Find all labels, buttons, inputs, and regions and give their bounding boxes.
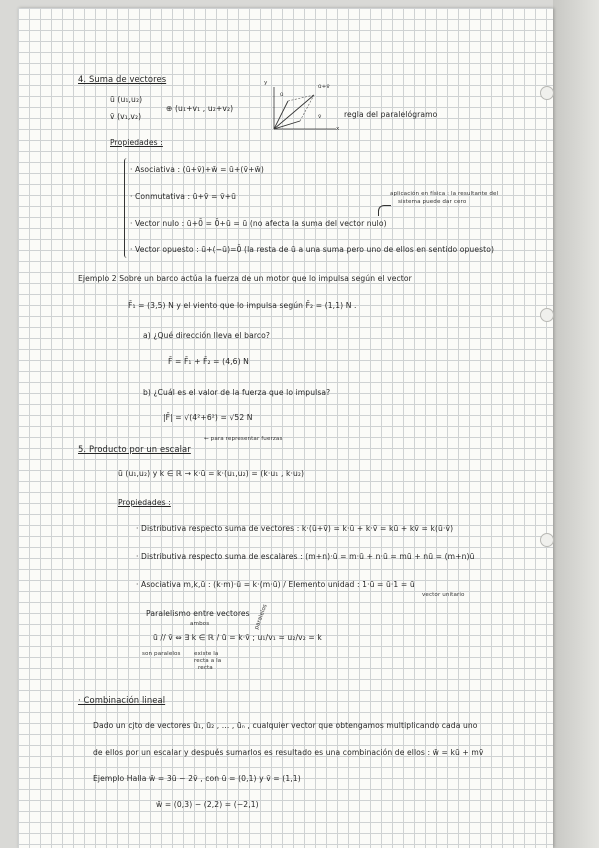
example-2-answer-b: |F̄| = √(4²+6²) = √52 N [163,413,253,422]
section-4-title: 4. Suma de vectores [78,74,167,84]
section-5-properties-title: Propiedades : [118,498,171,507]
parallelism-sub-2: existe la [194,651,219,657]
note-arrow [378,205,391,216]
diagram-x-axis-label: x [336,126,340,132]
example-2-forces: F̄₁ = (3,5) N y el viento que lo impulsa según F̄₂ = (1,1) N . [128,301,357,310]
property-associative-unit: · Asociativa m,k,ū : (k·m)·ū = k·(m·ū) / Elemento unidad : 1·ū = ū·1 = ū [136,580,415,589]
property-null-vector: · Vector nulo : ū+0̄ = 0̄+ū = ū (no afecta la suma del vector nulo) [130,219,387,228]
physics-note-line2: sistema puede dar cero [398,199,467,205]
properties-title: Propiedades : [110,138,163,147]
linear-combination-line1: Dado un cjto de vectores ū₁, ū₂ , ... , ūₙ , cualquier vector que obtengamos multiplicando cada uno [93,721,478,730]
parallelism-note-paralelos: paralelos [253,603,269,631]
section-5-title: 5. Producto por un escalar [78,444,191,454]
parallelism-title: Paralelismo entre vectores [146,609,250,618]
binder-hole [540,308,554,322]
diagram-y-axis-label: y [264,80,268,86]
vector-u: ū (u₁,u₂) [110,95,143,104]
linear-combination-example: Ejemplo Halla w̄ = 3ū − 2v̄ , con ū = (0,1) y v̄ = (1,1) [93,774,301,783]
linear-combination-title: · Combinación lineal [78,695,166,705]
parallelism-sub-1: son paralelos [142,651,181,657]
example-2-question-a: a) ¿Qué dirección lleva el barco? [143,331,271,340]
vector-v: v̄ (v₁,v₂) [110,112,142,121]
notebook-page [18,8,553,848]
parallelism-sub-3: recta a la [194,658,222,664]
parallelogram-diagram [266,83,338,135]
property-distributive-vectors: · Distributiva respecto suma de vectores : k·(ū+v̄) = k·ū + k·v̄ = kū + kv̄ = k(ū·v̄) [136,524,454,533]
parallelogram-rule: regla del paralelógramo [344,110,438,119]
notebook-edge [553,0,599,848]
vector-sum: ⊕ (u₁+v₁ , u₂+v₂) [166,104,234,113]
example-2-statement: Ejemplo 2 Sobre un barco actúa la fuerza de un motor que lo impulsa según el vector [78,274,412,283]
diagram-sum-label: ū+v̄ [318,84,330,90]
property-commutative: · Conmutativa : ū+v̄ = v̄+ū [130,192,237,201]
parallelism-note-ambos: ambos [190,621,210,627]
scalar-product-definition: ū (u₁,u₂) y k ∈ ℝ → k·ū = k·(u₁,u₂) = (k·u₁ , k·u₂) [118,469,305,478]
property-associative: · Asociativa : (ū+v̄)+w̄ = ū+(v̄+w̄) [130,165,264,174]
physics-note-line1: aplicación en física : la resultante del [390,191,499,197]
binder-hole [540,533,554,547]
example-2-answer-a: F̄ = F̄₁ + F̄₂ = (4,6) N [168,357,249,366]
section-5-note: ← para representar fuerzas [204,436,283,442]
linear-combination-line2: de ellos por un escalar y después sumarlos es resultado es una combinación de ellos : w̄ = kū + mv̄ [93,748,484,757]
parallelism-formula: ū // v̄ ⇔ ∃ k ∈ ℝ / ū = k·v̄ ; u₁/v₁ = u₂/v₂ = k [153,633,322,642]
example-2-question-b: b) ¿Cuál es el valor de la fuerza que lo impulsa? [143,388,331,397]
property-distributive-scalars: · Distributiva respecto suma de escalares : (m+n)·ū = m·ū + n·ū = mū + nū = (m+n)ū [136,552,475,561]
binder-hole [540,86,554,100]
parallelism-sub-4: recta [198,665,213,671]
property-opposite-vector: · Vector opuesto : ū+(−ū)=0̄ (la resta de ū a una suma pero uno de ellos en sentido opuesto) [130,245,495,254]
diagram-u-label: ū [280,92,284,98]
unit-vector-note: vector unitario [422,592,465,598]
diagram-v-label: v̄ [318,114,322,120]
linear-combination-answer: w̄ = (0,3) − (2,2) = (−2,1) [156,800,259,809]
